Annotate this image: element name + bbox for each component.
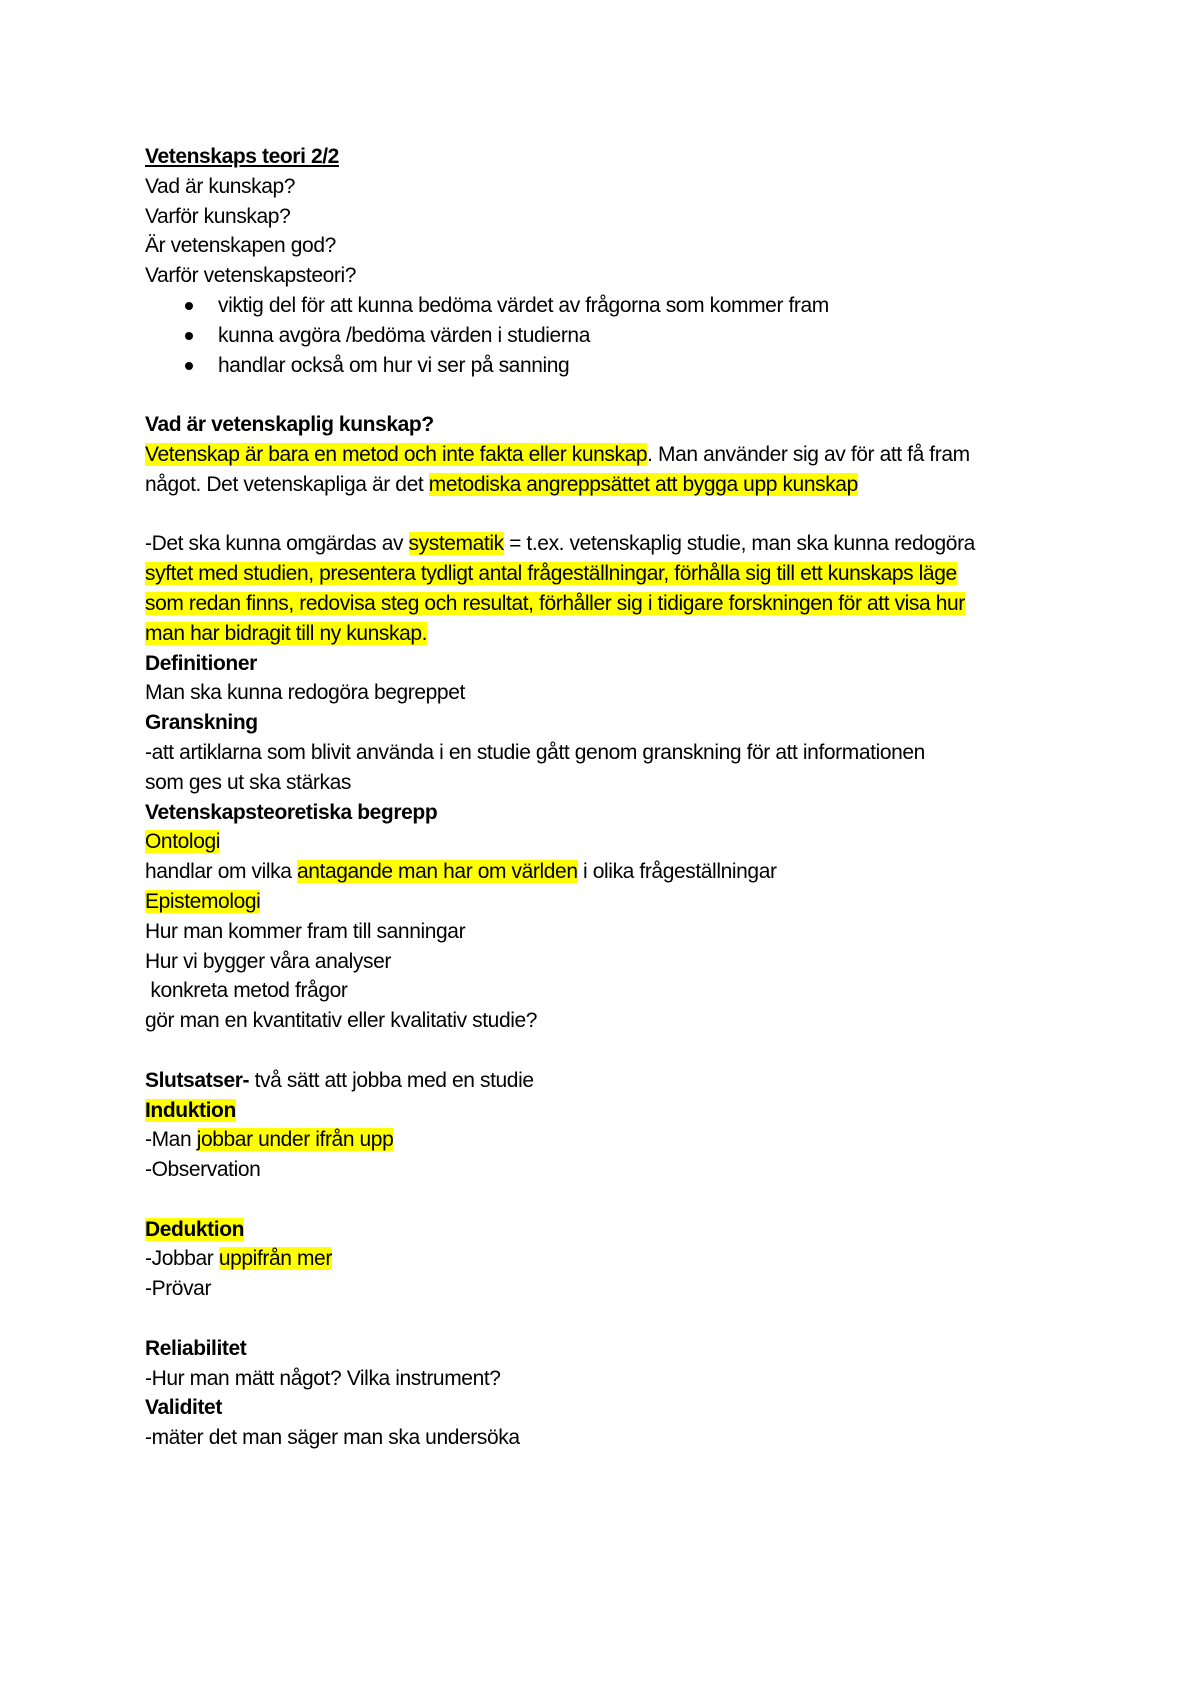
question-line: Varför vetenskapsteori?: [145, 264, 357, 288]
list-item-text: handlar också om hur vi ser på sanning: [218, 353, 570, 377]
spacer: [145, 1185, 1105, 1215]
highlighted-text: Vetenskap är bara en metod och inte fakta eller kunskap: [145, 442, 648, 466]
highlighted-text: Induktion: [145, 1098, 236, 1122]
spacer: [145, 1304, 1105, 1334]
paragraph-line: [145, 1244, 1105, 1274]
bullet-icon: [185, 302, 193, 310]
paragraph-line: -Prövar: [145, 1277, 212, 1301]
paragraph-line: [145, 619, 1105, 649]
section-heading: Definitioner: [145, 651, 257, 675]
section-heading: Validitet: [145, 1396, 222, 1420]
text-span: -Man: [145, 1128, 197, 1152]
paragraph-line: -Hur man mätt något? Vilka instrument?: [145, 1366, 501, 1390]
paragraph-line: [145, 529, 1105, 559]
list-item: [145, 321, 1105, 351]
paragraph-line: [145, 559, 1105, 589]
page-title: Vetenskaps teori 2/2: [145, 145, 339, 168]
subheading-line: [145, 1096, 1105, 1126]
spacer: [145, 500, 1105, 530]
highlighted-text: syftet med studien, presentera tydligt antal frågeställningar, förhålla sig till ett kunskaps läge: [145, 562, 957, 586]
highlighted-text: som redan finns, redovisa steg och resultat, förhåller sig i tidigare forskningen för att visa hur: [145, 591, 965, 615]
list-item: [145, 291, 1105, 321]
paragraph-line: [145, 440, 1105, 470]
list-item-text: viktig del för att kunna bedöma värdet av frågorna som kommer fram: [218, 293, 829, 317]
paragraph-line: konkreta metod frågor: [145, 979, 348, 1003]
bullet-list: [145, 291, 1105, 380]
paragraph-line: -att artiklarna som blivit använda i en studie gått genom granskning för att informationen: [145, 740, 925, 764]
spacer: [145, 380, 1105, 410]
paragraph-line: [145, 1125, 1105, 1155]
paragraph-line: [145, 857, 1105, 887]
subheading-line: [145, 887, 1105, 917]
document-body: [145, 142, 1105, 1453]
paragraph-line: Hur man kommer fram till sanningar: [145, 919, 466, 943]
bullet-icon: [185, 332, 193, 340]
section-heading: Reliabilitet: [145, 1336, 247, 1360]
paragraph-line: [145, 470, 1105, 500]
section-heading: Granskning: [145, 711, 258, 735]
paragraph-line: som ges ut ska stärkas: [145, 770, 351, 794]
list-item: [145, 351, 1105, 381]
highlighted-text: uppifrån mer: [218, 1247, 332, 1271]
list-item-text: kunna avgöra /bedöma värden i studierna: [218, 323, 590, 347]
highlighted-text: antagande man har om världen: [296, 860, 578, 884]
text-span: två sätt att jobba med en studie: [249, 1068, 534, 1092]
paragraph-line: -Observation: [145, 1158, 261, 1182]
paragraph-line: Hur vi bygger våra analyser: [145, 949, 391, 973]
paragraph-line: gör man en kvantitativ eller kvalitativ studie?: [145, 1009, 538, 1033]
question-line: Vad är kunskap?: [145, 174, 296, 198]
section-heading: Slutsatser-: [145, 1068, 250, 1092]
question-line: Varför kunskap?: [145, 204, 291, 228]
spacer: [145, 1036, 1105, 1066]
text-span: i olika frågeställningar: [577, 860, 777, 884]
text-span: = t.ex. vetenskaplig studie, man ska kunna redogöra: [503, 532, 975, 556]
paragraph-line: -mäter det man säger man ska undersöka: [145, 1426, 520, 1450]
text-span: -Jobbar: [145, 1247, 219, 1271]
highlighted-text: Deduktion: [145, 1217, 245, 1241]
text-span: -Det ska kunna omgärdas av: [145, 532, 409, 556]
highlighted-text: jobbar under ifrån upp: [196, 1128, 394, 1152]
text-span: handlar om vilka: [145, 860, 297, 884]
bullet-icon: [185, 362, 193, 370]
paragraph-line: [145, 589, 1105, 619]
section-heading: Vetenskapsteoretiska begrepp: [145, 800, 438, 824]
question-line: Är vetenskapen god?: [145, 234, 336, 258]
highlighted-text: Epistemologi: [145, 889, 261, 913]
subheading-line: [145, 827, 1105, 857]
highlighted-text: metodiska angreppsättet att bygga upp kunskap: [428, 472, 858, 496]
highlighted-text: man har bidragit till ny kunskap.: [145, 621, 428, 645]
highlighted-text: systematik: [408, 532, 504, 556]
section-heading: Vad är vetenskaplig kunskap?: [145, 413, 434, 437]
highlighted-text: Ontologi: [145, 830, 221, 854]
paragraph-line: Man ska kunna redogöra begreppet: [145, 681, 465, 705]
section-heading-line: [145, 1066, 1105, 1096]
text-span: . Man använder sig av för att få fram: [647, 442, 970, 466]
text-span: något. Det vetenskapliga är det: [145, 472, 429, 496]
subheading-line: [145, 1215, 1105, 1245]
